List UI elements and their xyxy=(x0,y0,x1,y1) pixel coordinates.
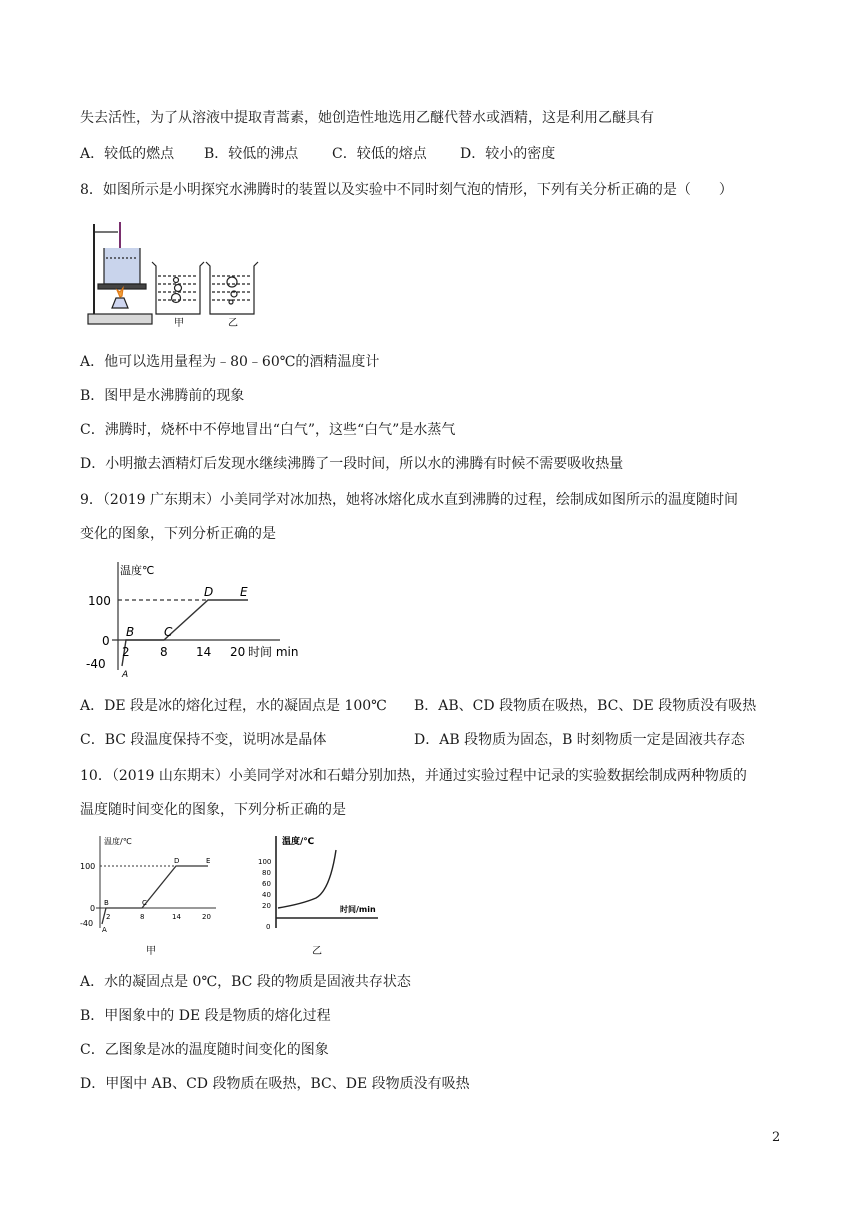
curve-abcde xyxy=(102,866,208,924)
beaker-yi xyxy=(206,262,258,314)
caption-yi: 乙 xyxy=(312,946,322,956)
q10-option-a[interactable]: A．水的凝固点是 0℃，BC 段的物质是固液共存状态 xyxy=(80,974,411,990)
q9-options-row1 xyxy=(80,696,756,716)
point-a: A xyxy=(122,670,129,678)
xtick-2: 2 xyxy=(122,645,130,659)
q9-option-c[interactable]: C．BC 段温度保持不变，说明冰是晶体 xyxy=(80,732,327,748)
q7-option-b[interactable]: B．较低的沸点 xyxy=(204,146,299,162)
q7-option-d[interactable]: D．较小的密度 xyxy=(460,146,556,162)
ytick-0: 0 xyxy=(266,923,271,931)
q7-option-a[interactable]: A．较低的燃点 xyxy=(80,146,175,162)
xtick-8: 8 xyxy=(140,913,145,921)
xtick-20: 20 xyxy=(230,645,246,659)
q9-option-b[interactable]: B．AB、CD 段物质在吸热，BC、DE 段物质没有吸热 xyxy=(414,698,757,714)
caption-jia: 甲 xyxy=(146,946,156,956)
xtick-14: 14 xyxy=(172,913,181,921)
point-e: E xyxy=(206,857,211,865)
stand-beaker xyxy=(104,248,140,284)
q9-stem-line2: 变化的图象，下列分析正确的是 xyxy=(80,526,276,542)
point-e: E xyxy=(240,585,248,599)
point-b: B xyxy=(126,625,135,639)
x-axis-label: 时间/min xyxy=(340,905,376,914)
q8-apparatus-figure xyxy=(84,218,274,330)
xtick-14: 14 xyxy=(196,645,212,659)
ytick-neg40: -40 xyxy=(86,657,106,671)
q10-option-b[interactable]: B．甲图象中的 DE 段是物质的熔化过程 xyxy=(80,1008,331,1024)
beaker-jia xyxy=(152,262,204,314)
q9-stem-line1: 9．（2019 广东期末）小美同学对冰加热，她将冰熔化成水直到沸腾的过程，绘制成如图所示的温度随时间 xyxy=(80,492,738,508)
burner xyxy=(112,298,128,308)
q9-option-d[interactable]: D．AB 段物质为固态，B 时刻物质一定是固液共存态 xyxy=(414,732,745,748)
label-yi: 乙 xyxy=(228,318,238,329)
q8-stem: 8．如图所示是小明探究水沸腾时的装置以及实验中不同时刻气泡的情形，下列有关分析正确的是（ ） xyxy=(80,182,733,198)
point-a: A xyxy=(102,926,107,934)
q9-option-a[interactable]: A．DE 段是冰的熔化过程，水的凝固点是 100℃ xyxy=(80,698,387,714)
label-jia: 甲 xyxy=(174,318,184,329)
y-axis-label: 温度℃ xyxy=(120,564,155,577)
curve-yi xyxy=(278,850,336,908)
ytick-neg40: -40 xyxy=(80,919,94,928)
ytick-40: 40 xyxy=(262,891,271,899)
point-c: C xyxy=(142,899,147,907)
ytick-60: 60 xyxy=(262,880,271,888)
y-axis-label: 温度/℃ xyxy=(282,837,315,847)
xtick-2: 2 xyxy=(106,913,111,921)
q9-options-row2 xyxy=(80,730,745,750)
xtick-8: 8 xyxy=(160,645,168,659)
point-b: B xyxy=(104,899,109,907)
stand-base xyxy=(88,314,152,324)
q10-option-c[interactable]: C．乙图象是冰的温度随时间变化的图象 xyxy=(80,1042,329,1058)
ytick-100: 100 xyxy=(88,594,111,608)
q10-stem-line2: 温度随时间变化的图象，下列分析正确的是 xyxy=(80,802,346,818)
q8-option-b[interactable]: B．图甲是水沸腾前的现象 xyxy=(80,388,245,404)
ytick-100: 100 xyxy=(258,858,272,866)
ytick-0: 0 xyxy=(102,634,110,648)
point-d: D xyxy=(204,585,214,599)
ytick-20: 20 xyxy=(262,902,271,910)
point-c: C xyxy=(164,625,173,639)
q7-options xyxy=(80,144,555,164)
q8-option-a[interactable]: A．他可以选用量程为﹣80﹣60℃的酒精温度计 xyxy=(80,354,380,370)
q10-stem-line1: 10．（2019 山东期末）小美同学对冰和石蜡分别加热，并通过实验过程中记录的实验数据绘制成两种物质的 xyxy=(80,768,747,784)
q8-option-c[interactable]: C．沸腾时，烧杯中不停地冒出“白气”，这些“白气”是水蒸气 xyxy=(80,422,456,438)
point-d: D xyxy=(174,857,180,865)
y-axis-label: 温度/℃ xyxy=(104,837,132,846)
xtick-20: 20 xyxy=(202,913,211,921)
ytick-80: 80 xyxy=(262,869,271,877)
q10-graph-yi xyxy=(256,832,386,956)
ytick-100: 100 xyxy=(80,862,96,871)
q9-temperature-graph xyxy=(80,558,340,678)
q10-graph-jia xyxy=(80,832,220,956)
q8-option-d[interactable]: D．小明撤去酒精灯后发现水继续沸腾了一段时间，所以水的沸腾有时候不需要吸收热量 xyxy=(80,456,624,472)
x-axis-label: 时间 min xyxy=(248,645,299,659)
intro-line: 失去活性，为了从溶液中提取青蒿素，她创造性地选用乙醚代替水或酒精，这是利用乙醚具有 xyxy=(80,110,654,126)
page-number: 2 xyxy=(772,1130,781,1145)
q10-option-d[interactable]: D．甲图中 AB、CD 段物质在吸热，BC、DE 段物质没有吸热 xyxy=(80,1076,470,1092)
q7-option-c[interactable]: C．较低的熔点 xyxy=(332,146,427,162)
ytick-0: 0 xyxy=(90,904,96,913)
